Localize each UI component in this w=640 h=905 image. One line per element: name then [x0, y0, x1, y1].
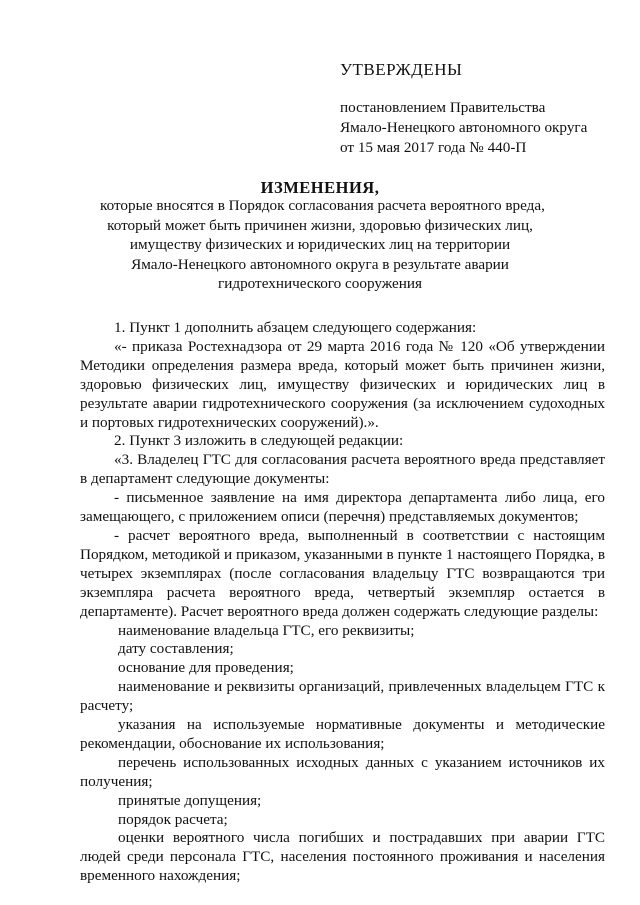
paragraph: - письменное заявление на имя директора департамента либо лица, его замещающего, с приложением описи (перечня) представляемых документов; [80, 489, 605, 526]
paragraph: «- приказа Ростехнадзора от 29 марта 2016 года № 120 «Об утверждении Методики определения размера вреда, который может быть причинен жизни, здоровью физических лиц, имуществу физических и юридических лиц в результате аварии гидротехнического сооружения (за исключением судоходных и портовых гидротехнических сооружений).». [80, 337, 605, 431]
paragraph: порядок расчета; [118, 810, 228, 828]
subtitle-line: которые вносятся в Порядок согласования расчета вероятного вреда, [100, 197, 545, 214]
document-body [80, 319, 605, 886]
approval-line: постановлением Правительства [340, 99, 546, 116]
paragraph: перечень использованных исходных данных с указанием источников их получения; [80, 753, 605, 790]
approval-line: Ямало-Ненецкого автономного округа [340, 119, 588, 136]
paragraph: принятые допущения; [118, 791, 262, 809]
paragraph: дату составления; [118, 640, 234, 658]
paragraph: наименование и реквизиты организаций, привлеченных владельцем ГТС к расчету; [80, 678, 605, 715]
subtitle-line: имуществу физических и юридических лиц на территории [129, 236, 511, 253]
approval-line: от 15 мая 2017 года № 440-П [340, 139, 527, 156]
document-subtitle [100, 196, 545, 294]
paragraph: «3. Владелец ГТС для согласования расчета вероятного вреда представляет в департамент следующие документы: [80, 451, 605, 488]
subtitle-line: который может быть причинен жизни, здоровью физических лиц, [107, 216, 533, 234]
approval-details [340, 98, 587, 158]
paragraph: указания на используемые нормативные документы и методические рекомендации, обоснование их использования; [80, 716, 605, 752]
paragraph: оценки вероятного числа погибших и пострадавших при аварии ГТС людей среди персонала ГТС, населения постоянного проживания и населения временного нахождения; [80, 829, 605, 885]
paragraph: 1. Пункт 1 дополнить абзацем следующего содержания: [114, 319, 477, 336]
document-title: ИЗМЕНЕНИЯ, [260, 178, 380, 197]
approval-stamp-title: УТВЕРЖДЕНЫ [340, 60, 463, 79]
subtitle-line: Ямало-Ненецкого автономного округа в результате аварии [131, 255, 509, 273]
subtitle-line: гидротехнического сооружения [217, 275, 423, 292]
paragraph: - расчет вероятного вреда, выполненный в соответствии с настоящим Порядком, методикой и приказом, указанными в пункте 1 настоящего Порядка, в четырех экземплярах (после согласования владельцу ГТС возвращаются три экземпляра расчета вероятного вреда, четвертый экземпляр остается в департаменте). Расчет вероятного вреда должен содержать следующие разделы: [80, 526, 605, 620]
paragraph: основание для проведения; [118, 659, 294, 677]
paragraph: 2. Пункт 3 изложить в следующей редакции: [114, 432, 404, 450]
paragraph: наименование владельца ГТС, его реквизиты; [118, 621, 415, 639]
